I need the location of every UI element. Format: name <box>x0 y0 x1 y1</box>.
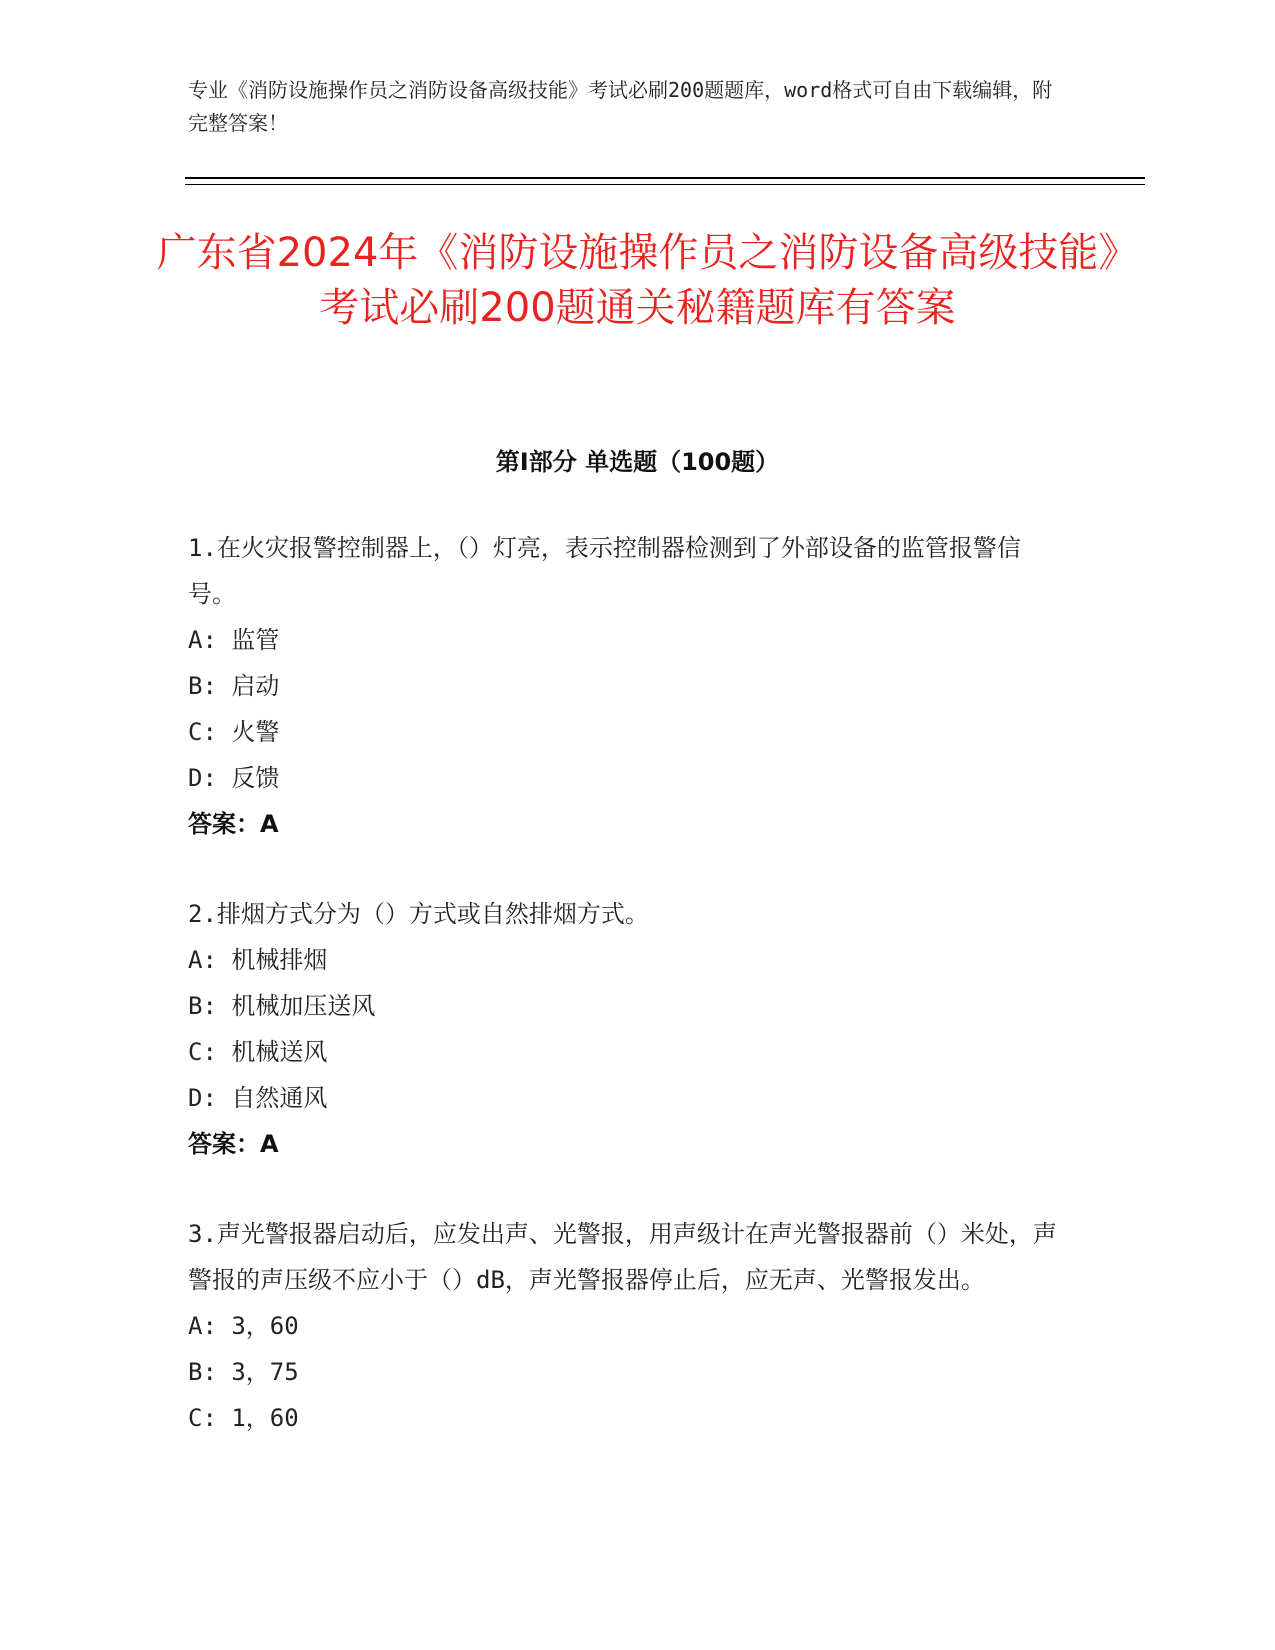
option-c: C: 火警 <box>188 718 280 746</box>
option-d: D: 自然通风 <box>188 1084 328 1112</box>
answer: 答案：A <box>188 810 279 838</box>
answer: 答案：A <box>188 1130 279 1158</box>
question-2 <box>188 891 1068 1167</box>
option-b: B: 启动 <box>188 672 280 700</box>
option-a: A: 监管 <box>188 626 280 654</box>
option-a: A: 机械排烟 <box>188 946 328 974</box>
question-3 <box>188 1211 1068 1441</box>
header-note: 专业《消防设施操作员之消防设备高级技能》考试必刷200题题库，word格式可自由下载编辑，附完整答案！ <box>188 78 1053 135</box>
question-list <box>188 525 1068 1485</box>
option-b: B: 机械加压送风 <box>188 992 376 1020</box>
question-1 <box>188 525 1068 847</box>
option-c: C: 1，60 <box>188 1404 299 1432</box>
option-d: D: 反馈 <box>188 764 280 792</box>
option-a: A: 3，60 <box>188 1312 299 1340</box>
divider-thin <box>185 184 1145 185</box>
option-c: C: 机械送风 <box>188 1038 328 1066</box>
question-text: 3.声光警报器启动后，应发出声、光警报，用声级计在声光警报器前（）米处，声警报的声压级不应小于（）dB，声光警报器停止后，应无声、光警报发出。 <box>188 1220 1057 1294</box>
question-text: 1.在火灾报警控制器上，（）灯亮，表示控制器检测到了外部设备的监管报警信号。 <box>188 534 1021 608</box>
page-title: 广东省2024年《消防设施操作员之消防设备高级技能》考试必刷200题通关秘籍题库有答案 <box>156 230 1119 331</box>
option-b: B: 3，75 <box>188 1358 299 1386</box>
question-text: 2.排烟方式分为（）方式或自然排烟方式。 <box>188 900 649 928</box>
section-heading: 第I部分 单选题（100题） <box>495 448 780 476</box>
divider-thick <box>185 177 1145 179</box>
